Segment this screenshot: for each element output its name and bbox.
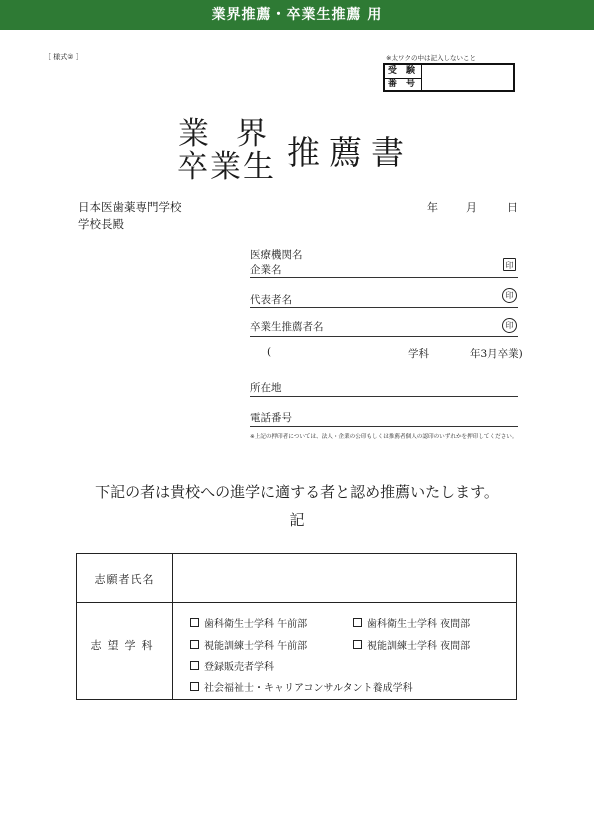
exam-number-label-1: 受 験 bbox=[385, 65, 421, 79]
recommendation-statement: 下記の者は貴校への進学に適する者と認め推薦いたします。 bbox=[95, 483, 499, 501]
checkbox[interactable] bbox=[190, 640, 199, 649]
checkbox[interactable] bbox=[353, 640, 362, 649]
company-line bbox=[250, 277, 518, 278]
date-month-label: 月 bbox=[466, 201, 477, 214]
department-label: 志望学科 bbox=[90, 639, 159, 652]
addressee-school: 日本医歯薬専門学校 bbox=[78, 200, 182, 214]
address-label: 所在地 bbox=[250, 382, 282, 394]
representative-label: 代表者名 bbox=[250, 294, 292, 306]
form-number: ［ 様式② ］ bbox=[44, 53, 83, 61]
title-alumni: 卒業生 bbox=[177, 149, 276, 185]
addressee-principal: 学校長殿 bbox=[78, 217, 124, 231]
representative-line bbox=[250, 307, 518, 308]
seal-mark-representative: 印 bbox=[502, 288, 517, 303]
option-dental-hygienist-night[interactable]: 歯科衛生士学科 夜間部 bbox=[353, 615, 470, 630]
exam-number-label-2: 番 号 bbox=[387, 79, 419, 89]
option-registered-seller[interactable]: 登録販売者学科 bbox=[190, 658, 274, 673]
address-line bbox=[250, 396, 518, 397]
seal-footnote: ※上記の押印者については、法人・企業の公印もしくは推薦者個人の認印のいずれかを押印してください。 bbox=[250, 434, 518, 440]
checkbox[interactable] bbox=[190, 682, 199, 691]
table-column-divider bbox=[172, 554, 173, 699]
seal-mark-company: 印 bbox=[503, 258, 516, 271]
checkbox[interactable] bbox=[190, 618, 199, 627]
table-row-divider bbox=[77, 602, 516, 603]
date-day-label: 日 bbox=[507, 201, 518, 214]
graduation-label: 年3月卒業) bbox=[470, 348, 523, 360]
alumni-line bbox=[250, 336, 518, 337]
applicant-table bbox=[76, 553, 517, 700]
dept-open-paren: ( bbox=[267, 346, 272, 358]
dept-label: 学科 bbox=[408, 348, 429, 360]
option-orthoptist-day[interactable]: 視能訓練士学科 午前部 bbox=[190, 637, 307, 652]
institution-label: 医療機関名 bbox=[250, 249, 303, 261]
exam-box-divider bbox=[421, 65, 422, 90]
alumni-recommender-label: 卒業生推薦者名 bbox=[250, 321, 324, 333]
option-social-welfare-career[interactable]: 社会福祉士・キャリアコンサルタント養成学科 bbox=[190, 679, 413, 694]
phone-line bbox=[250, 426, 518, 427]
applicant-name-label: 志願者氏名 bbox=[94, 573, 155, 586]
exam-number-box bbox=[383, 63, 515, 92]
checkbox[interactable] bbox=[190, 661, 199, 670]
page-title: 推薦書 bbox=[287, 133, 413, 172]
phone-label: 電話番号 bbox=[250, 412, 292, 424]
option-dental-hygienist-day[interactable]: 歯科衛生士学科 午前部 bbox=[190, 615, 307, 630]
seal-mark-alumni: 印 bbox=[502, 318, 517, 333]
company-label: 企業名 bbox=[250, 264, 282, 276]
ki-heading: 記 bbox=[289, 511, 305, 529]
title-industry: 業界 bbox=[178, 116, 294, 152]
option-orthoptist-night[interactable]: 視能訓練士学科 夜間部 bbox=[353, 637, 470, 652]
form-banner: 業界推薦・卒業生推薦 用 bbox=[0, 0, 594, 30]
date-year-label: 年 bbox=[427, 201, 438, 214]
checkbox[interactable] bbox=[353, 618, 362, 627]
office-use-note: ※太ワクの中は記入しないこと bbox=[386, 54, 476, 62]
